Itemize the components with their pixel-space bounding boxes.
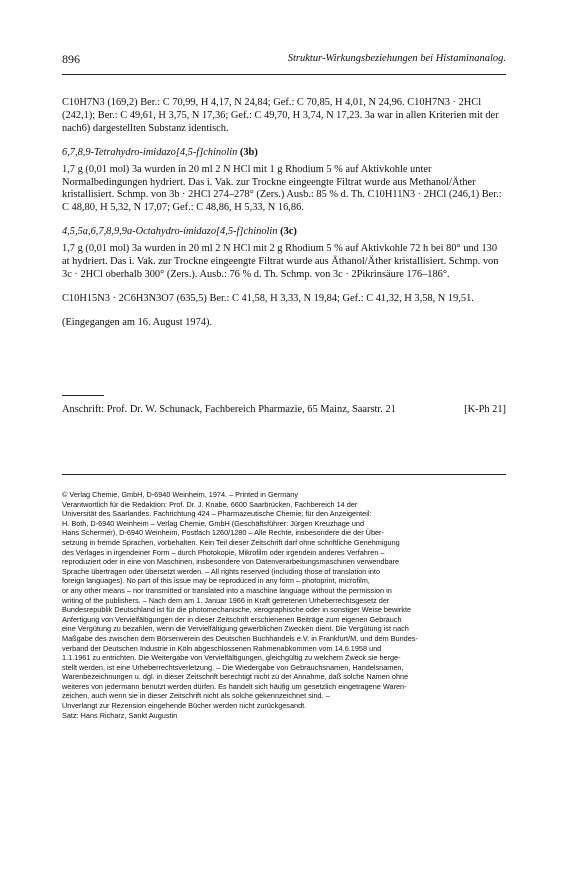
heading-3b-title: 6,7,8,9-Tetrahydro-imidazo[4,5-f]chinolin xyxy=(62,146,238,158)
heading-3b-label: (3b) xyxy=(239,146,258,158)
address-rule xyxy=(62,395,104,396)
author-address xyxy=(62,404,506,415)
imprint-line: stellt werden, ist eine Urheberrechtsverletzung. – Die Wiedergabe von Gebrauchsnamen, Handelsnamen, xyxy=(62,662,404,672)
analysis-paragraph-3c: C10H15N3 · 2C6H3N3O7 (635,5) Ber.: C 41,58, H 3,33, N 19,84; Gef.: C 41,32, H 3,58, N 19,51. xyxy=(62,292,474,304)
imprint-line: writing of the publishers. – Nach dem am 1. Januar 1966 in Kraft getretenen Urheberrechtsgesetz der xyxy=(62,595,390,605)
header-rule xyxy=(62,74,506,75)
imprint-line: Warenbezeichnungen u. dgl. in dieser Zeitschrift berechtigt nicht zu der Annahme, daß solche Namen ohne xyxy=(62,672,409,682)
imprint-line: H. Both, D-6940 Weinheim – Verlag Chemie, GmbH (Geschäftsführer: Jürgen Kreuzhage und xyxy=(62,518,365,528)
imprint-block xyxy=(62,490,506,720)
imprint-line: des Verlages in irgendeiner Form – durch Photokopie, Mikrofilm oder irgendein anderes Verfahren – xyxy=(62,547,385,557)
imprint-line: © Verlag Chemie, GmbH, D-6940 Weinheim, 1974. – Printed in Germany xyxy=(62,490,299,499)
heading-3c-title: 4,5,5a,6,7,8,9,9a-Octahydro-imidazo[4,5-f]chinolin xyxy=(62,226,278,238)
imprint-line: foreign languages). No part of this issue may be reproduced in any form – photoprint, microfilm, xyxy=(62,576,370,586)
reference-code: [K-Ph 21] xyxy=(464,404,506,415)
imprint-line: verband der Deutschen Industrie in Köln abgeschlossenen Rahmenabkommen vom 14.6.1958 und xyxy=(62,643,382,653)
imprint-line: Anfertigung von Vervielfältigungen der in dieser Zeitschrift erschienenen Beiträge zum eigenen Gebrauch xyxy=(62,614,402,624)
imprint-line: eine Vergütung zu bezahlen, wenn die Vervielfältigung gewerblichen Zwecken dient. Die Vergütung ist nach xyxy=(62,624,409,634)
imprint-line: Universität des Saarlandes. Fachrichtung 424 – Pharmazeutische Chemie; für den Anzeigenteil: xyxy=(62,509,372,519)
analysis-paragraph-3a: C10H7N3 (169,2) Ber.: C 70,99, H 4,17, N 24,84; Gef.: C 70,85, H 4,01, N 24,96. C10H7N3 · 2HCl (242,1); Ber.: C 49,61, H 3,75, N 17,36; Gef.: C 49,70, H 3,74, N 17,23. 3a war in allen Kriterien mit der nach6) dargestellten Substanz identisch. xyxy=(62,97,499,134)
heading-3b xyxy=(62,147,506,160)
heading-3c xyxy=(62,226,506,239)
imprint-line: Unverlangt zur Rezension eingehende Bücher werden nicht zurückgesandt. xyxy=(62,701,307,711)
article-body xyxy=(62,97,506,341)
imprint-line: Satz: Hans Richarz, Sankt Augustin xyxy=(62,710,178,720)
imprint-line: Hans Schermer), D-6940 Weinheim, Postfach 1260/1280 – Alle Rechte, insbesondere die der Über- xyxy=(62,528,384,538)
imprint-rule xyxy=(62,474,506,475)
paragraph-3b: 1,7 g (0,01 mol) 3a wurden in 20 ml 2 N HCl mit 1 g Rhodium 5 % auf Aktivkohle unter Normalbedingungen hydriert. Das i. Vak. zur Trockne eingeengte Filtrat wurde aus Methanol/Äther kristallisiert. Schmp. von 3b · 2HCl 274–278° (Zers.) Ausb.: 85 % d. Th. C10H11N3 · 2HCl (246,1) Ber.: C 48,80, H 5,32, N 17,07; Gef.: C 48,86, H 5,33, N 16,86. xyxy=(62,163,502,214)
paragraph-3c: 1,7 g (0,01 mol) 3a wurden in 20 ml 2 N HCl mit 2 g Rhodium 5 % auf Aktivkohle 72 h bei 80° und 130 at hydriert. Das i. Vak. zur Trockne eingeengte Filtrat wurde aus Äthanol/Äther kristallisiert. Schmp. von 3c · 2HCl oberhalb 300° (Zers.). Ausb.: 76 % d. Th. Schmp. von 3c · 2Pikrinsäure 176–186°. xyxy=(62,243,499,280)
imprint-line: Sprache übertragen oder übersetzt werden. – All rights reserved (including those of translation into xyxy=(62,566,381,576)
imprint-line: zeichen, auch wenn sie in dieser Zeitschrift nicht als solche gekennzeichnet sind. – xyxy=(62,691,330,701)
imprint-line: weiteres von jedermann benutzt werden dürfen. Es handelt sich häufig um gesetzlich eingetragene Waren- xyxy=(62,681,407,691)
imprint-line: or any other means – nor transmitted or translated into a maschine language without the permission in xyxy=(62,585,392,595)
heading-3c-label: (3c) xyxy=(280,226,297,238)
imprint-line: Verantwortlich für die Redaktion: Prof. Dr. J. Knabe, 6600 Saarbrücken, Fachbereich 14 der xyxy=(62,499,358,509)
address-text: Anschrift: Prof. Dr. W. Schunack, Fachbereich Pharmazie, 65 Mainz, Saarstr. 21 xyxy=(62,404,396,415)
running-title: Struktur-Wirkungsbeziehungen bei Histaminanalog. xyxy=(287,53,506,64)
imprint-line: 1.1.1961 zu entrichten. Die Weitergabe von Vervielfältigungen, gleichgültig zu welchem Zweck sie herge- xyxy=(62,653,401,663)
imprint-line: Bundesrepublik Deutschland ist für die photomechanische, xerographische oder in sonstiger Weise bewirkte xyxy=(62,605,412,615)
imprint-line: reproduziert oder in eine von Maschinen, insbesondere von Datenverarbeitungsmaschinen verwendbare xyxy=(62,557,400,567)
imprint-line: Maßgabe des zwischen dem Börsenverein des Deutschen Buchhandels e.V. in Frankfurt/M. und dem Bundes- xyxy=(62,633,418,643)
received-date: (Eingegangen am 16. August 1974). xyxy=(62,316,213,328)
page-header xyxy=(62,52,506,72)
page-number: 896 xyxy=(62,52,80,66)
imprint-line: setzung in fremde Sprachen, vorbehalten. Kein Teil dieser Zeitschrift darf ohne schriftliche Genehmigung xyxy=(62,537,400,547)
